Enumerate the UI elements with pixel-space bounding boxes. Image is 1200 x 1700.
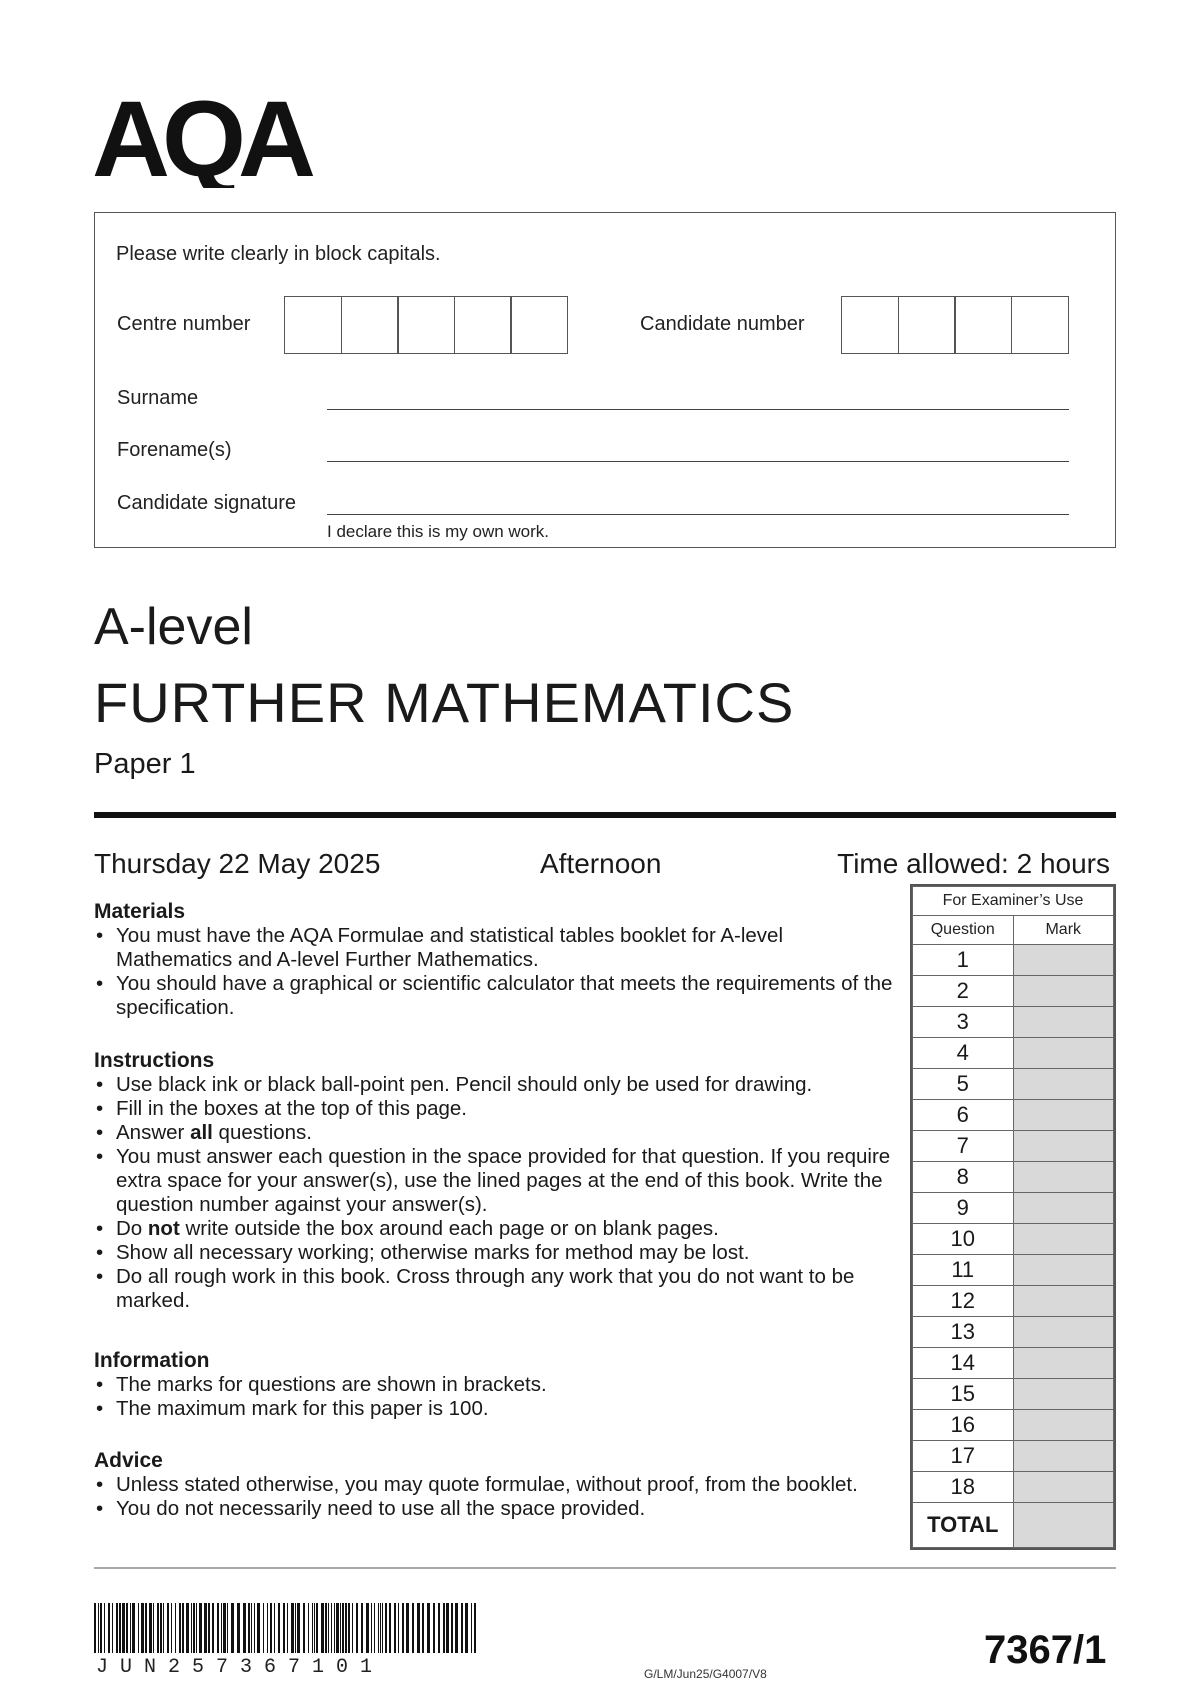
signature-line[interactable] [327, 514, 1069, 515]
instructions-title: Instructions [94, 1049, 215, 1072]
barcode-bar [138, 1603, 139, 1653]
mark-cell [1013, 1472, 1114, 1503]
document-reference: G/LM/Jun25/G4007/V8 [644, 1667, 767, 1681]
barcode-bar [356, 1603, 358, 1653]
barcode-bar [451, 1603, 453, 1653]
barcode-bar [342, 1603, 344, 1653]
centre-number-label: Centre number [117, 313, 251, 335]
barcode-bar [98, 1603, 99, 1653]
barcode-bar [312, 1603, 313, 1653]
barcode-bar [270, 1603, 272, 1653]
barcode-bar [160, 1603, 162, 1653]
barcode-bar [348, 1603, 350, 1653]
barcode-bar [361, 1603, 363, 1653]
barcode-bar [455, 1603, 458, 1653]
barcode-bar [283, 1603, 285, 1653]
barcode-bar [461, 1603, 463, 1653]
aqa-logo-graphic [92, 88, 322, 188]
barcode-bar [267, 1603, 268, 1653]
question-number: 11 [913, 1255, 1014, 1286]
barcode-bar [204, 1603, 207, 1653]
question-number: 15 [913, 1379, 1014, 1410]
mark-cell [1013, 1410, 1114, 1441]
barcode-bar [196, 1603, 197, 1653]
barcode-bar [340, 1603, 341, 1653]
barcode-bar [297, 1603, 300, 1653]
instructions-item-text: questions. [212, 1121, 313, 1144]
barcode-bar [295, 1603, 296, 1653]
barcode-bar [316, 1603, 318, 1653]
surname-label: Surname [117, 387, 199, 409]
barcode-bar [175, 1603, 176, 1653]
barcode-bar [186, 1603, 189, 1653]
question-number: 14 [913, 1348, 1014, 1379]
paper-number: Paper 1 [94, 748, 196, 780]
barcode-bar [331, 1603, 332, 1653]
barcode-bar [278, 1603, 280, 1653]
barcode-bar [380, 1603, 381, 1653]
barcode-bar [227, 1603, 228, 1653]
barcode-bar [308, 1603, 309, 1653]
mark-cell [1013, 1100, 1114, 1131]
barcode-bar [237, 1603, 240, 1653]
barcode-bar [248, 1603, 250, 1653]
mark-cell [1013, 1007, 1114, 1038]
barcode-bar [212, 1603, 214, 1653]
candidate-number-digit-1[interactable] [841, 296, 899, 354]
barcode-bar [149, 1603, 152, 1653]
question-number: 9 [913, 1193, 1014, 1224]
instructions-item-emphasis: all [190, 1121, 213, 1144]
barcode-bar [132, 1603, 135, 1653]
barcode-bar [153, 1603, 154, 1653]
barcode-bar [112, 1603, 113, 1653]
barcode-bar [263, 1603, 264, 1653]
exam-date: Thursday 22 May 2025 [94, 848, 381, 879]
question-number: 3 [913, 1007, 1014, 1038]
barcode-bar [163, 1603, 164, 1653]
footer-divider [94, 1567, 1116, 1569]
mark-cell [1013, 1193, 1114, 1224]
question-column-header: Question [913, 916, 1014, 945]
barcode-bar [328, 1603, 329, 1653]
instructions-item: • You must answer each question in the space provided for that question. If you require extra space for your answer(s), use the lined pages at the end of this book. Write the question number against your answer(s). [94, 1145, 894, 1217]
instructions-item-text: Do [116, 1217, 148, 1240]
centre-number-digit-1[interactable] [284, 296, 342, 354]
barcode-bar [378, 1603, 379, 1653]
candidate-number-digit-2[interactable] [898, 296, 956, 354]
mark-cell [1013, 1348, 1114, 1379]
barcode-bar [438, 1603, 440, 1653]
barcode-bar [199, 1603, 202, 1653]
mark-cell [1013, 1286, 1114, 1317]
barcode-bar [427, 1603, 430, 1653]
centre-number-digit-3[interactable] [397, 296, 455, 354]
question-number: 17 [913, 1441, 1014, 1472]
barcode-bar [251, 1603, 252, 1653]
question-number: 8 [913, 1162, 1014, 1193]
question-number: 7 [913, 1131, 1014, 1162]
barcode [94, 1603, 480, 1653]
instructions-item [94, 1217, 894, 1241]
barcode-bar [254, 1603, 255, 1653]
instructions-section [94, 1049, 894, 1313]
barcode-bar [231, 1603, 234, 1653]
barcode-bar [325, 1603, 327, 1653]
barcode-bar [385, 1603, 387, 1653]
qualification-level: A-level [94, 598, 253, 656]
barcode-bar [402, 1603, 404, 1653]
barcode-bar [274, 1603, 275, 1653]
barcode-bar [179, 1603, 181, 1653]
barcode-bar [371, 1603, 372, 1653]
materials-section [94, 900, 894, 1020]
barcode-bar [389, 1603, 391, 1653]
exam-session: Afternoon [540, 848, 662, 879]
question-number: 12 [913, 1286, 1014, 1317]
mark-cell [1013, 1131, 1114, 1162]
question-number: 6 [913, 1100, 1014, 1131]
barcode-bar [406, 1603, 409, 1653]
question-number: 2 [913, 976, 1014, 1007]
barcode-bar [100, 1603, 102, 1653]
mark-cell [1013, 1162, 1114, 1193]
barcode-bar [208, 1603, 210, 1653]
question-number: 10 [913, 1224, 1014, 1255]
question-number: 18 [913, 1472, 1014, 1503]
materials-item: • You should have a graphical or scientific calculator that meets the requirements of the specification. [94, 972, 894, 1020]
barcode-bar [345, 1603, 347, 1653]
materials-title: Materials [94, 900, 186, 923]
barcode-bar [443, 1603, 445, 1653]
barcode-text: JUN257367101 [96, 1656, 385, 1679]
barcode-bar [116, 1603, 118, 1653]
mark-cell [1013, 1255, 1114, 1286]
barcode-bar [122, 1603, 125, 1653]
forenames-line[interactable] [327, 461, 1069, 462]
instructions-item: • Fill in the boxes at the top of this page. [94, 1097, 894, 1121]
mark-cell [1013, 1317, 1114, 1348]
instructions-item-text: Answer [116, 1121, 191, 1144]
mark-cell [1013, 1441, 1114, 1472]
barcode-bar [334, 1603, 335, 1653]
mark-column-header: Mark [1013, 916, 1114, 945]
barcode-bar [108, 1603, 110, 1653]
barcode-bar [257, 1603, 260, 1653]
mark-cell [1013, 1224, 1114, 1255]
barcode-bar [398, 1603, 399, 1653]
candidate-number-label: Candidate number [640, 313, 805, 335]
centre-number-boxes [284, 296, 568, 354]
instructions-item: • Do all rough work in this book. Cross through any work that you do not want to be marked. [94, 1265, 894, 1313]
barcode-bar [171, 1603, 172, 1653]
barcode-bar [287, 1603, 288, 1653]
barcode-bar [141, 1603, 144, 1653]
information-section [94, 1349, 894, 1421]
forenames-label: Forename(s) [117, 439, 232, 461]
subject-title: FURTHER MATHEMATICS [94, 671, 795, 734]
question-number: 5 [913, 1069, 1014, 1100]
barcode-bar [119, 1603, 121, 1653]
barcode-bar [221, 1603, 222, 1653]
question-number: 16 [913, 1410, 1014, 1441]
surname-line[interactable] [327, 409, 1069, 410]
barcode-bar [417, 1603, 420, 1653]
mark-cell [1013, 1069, 1114, 1100]
barcode-bar [217, 1603, 219, 1653]
barcode-bar [243, 1603, 246, 1653]
advice-item: • You do not necessarily need to use all the space provided. [94, 1497, 894, 1521]
barcode-bar [382, 1603, 383, 1653]
barcode-bar [94, 1603, 96, 1653]
barcode-bar [474, 1603, 476, 1653]
barcode-bar [145, 1603, 147, 1653]
barcode-bar [314, 1603, 315, 1653]
mark-cell [1013, 976, 1114, 1007]
barcode-bar [321, 1603, 324, 1653]
mark-cell [1013, 945, 1114, 976]
advice-item: • Unless stated otherwise, you may quote formulae, without proof, from the booklet. [94, 1473, 894, 1497]
aqa-logo [92, 88, 322, 188]
centre-number-digit-5[interactable] [510, 296, 568, 354]
total-label: TOTAL [913, 1503, 1014, 1548]
examiner-use-table [910, 884, 1116, 1550]
question-number: 13 [913, 1317, 1014, 1348]
barcode-bar [422, 1603, 424, 1653]
candidate-number-digit-4[interactable] [1011, 296, 1069, 354]
barcode-bar [394, 1603, 396, 1653]
barcode-bar [336, 1603, 339, 1653]
advice-section [94, 1449, 894, 1521]
barcode-bar [191, 1603, 192, 1653]
information-item: • The marks for questions are shown in brackets. [94, 1373, 894, 1397]
instructions-item: • Use black ink or black ball-point pen. Pencil should only be used for drawing. [94, 1073, 894, 1097]
barcode-bar [167, 1603, 169, 1653]
centre-number-digit-2[interactable] [341, 296, 399, 354]
mark-cell [1013, 1038, 1114, 1069]
materials-item: • You must have the AQA Formulae and statistical tables booklet for A-level Mathematics and A-level Further Mathematics. [94, 924, 894, 972]
examiner-table-title: For Examiner’s Use [913, 887, 1114, 916]
paper-code: 7367/1 [984, 1628, 1107, 1672]
barcode-bar [374, 1603, 375, 1653]
instructions-item [94, 1121, 894, 1145]
barcode-bar [471, 1603, 472, 1653]
question-number: 1 [913, 945, 1014, 976]
barcode-bar [157, 1603, 159, 1653]
advice-title: Advice [94, 1449, 163, 1472]
signature-label: Candidate signature [117, 492, 297, 514]
barcode-bar [223, 1603, 226, 1653]
barcode-bar [446, 1603, 449, 1653]
total-mark-cell [1013, 1503, 1114, 1548]
information-item: • The maximum mark for this paper is 100. [94, 1397, 894, 1421]
centre-number-digit-4[interactable] [454, 296, 512, 354]
aqa-logo-text: AQA [92, 88, 308, 188]
barcode-bar [193, 1603, 195, 1653]
barcode-bar [412, 1603, 414, 1653]
instructions-item-text: write outside the box around each page or on blank pages. [179, 1217, 719, 1240]
barcode-bar [366, 1603, 369, 1653]
barcode-bar [104, 1603, 105, 1653]
title-divider [94, 812, 1116, 818]
instructions-item: • Show all necessary working; otherwise marks for method may be lost. [94, 1241, 894, 1265]
barcode-bar [182, 1603, 184, 1653]
barcode-bar [433, 1603, 435, 1653]
barcode-bar [126, 1603, 128, 1653]
block-capitals-instruction: Please write clearly in block capitals. [116, 243, 441, 265]
question-number: 4 [913, 1038, 1014, 1069]
instructions-item-emphasis: not [147, 1217, 180, 1240]
mark-cell [1013, 1379, 1114, 1410]
candidate-number-digit-3[interactable] [954, 296, 1012, 354]
barcode-bar [303, 1603, 305, 1653]
barcode-bar [130, 1603, 131, 1653]
candidate-number-boxes [841, 296, 1069, 354]
barcode-bar [291, 1603, 294, 1653]
information-title: Information [94, 1349, 210, 1372]
barcode-bar [352, 1603, 353, 1653]
time-allowed: Time allowed: 2 hours [837, 848, 1110, 879]
declaration-text: I declare this is my own work. [327, 522, 550, 541]
barcode-bar [465, 1603, 468, 1653]
